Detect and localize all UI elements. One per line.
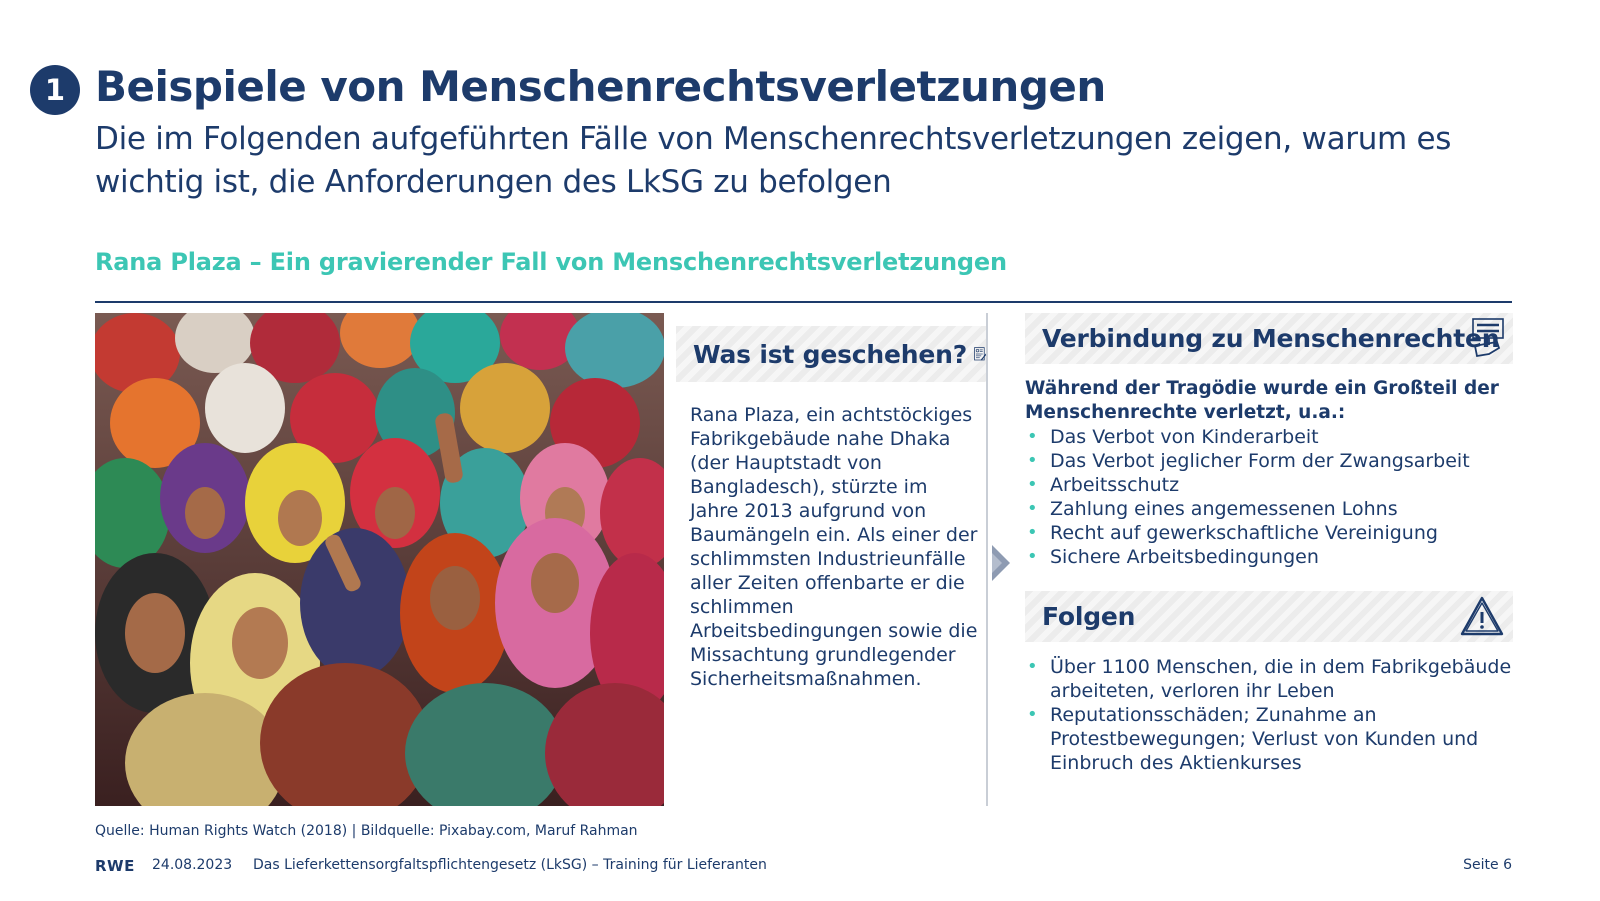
page-number: Seite 6: [1463, 857, 1512, 873]
list-item: • Arbeitsschutz: [1025, 473, 1525, 497]
source-note: Quelle: Human Rights Watch (2018) | Bildquelle: Pixabay.com, Maruf Rahman: [95, 823, 638, 839]
human-rights-list: [1025, 425, 1525, 569]
consequences-list: [1025, 655, 1520, 775]
list-item: • Sichere Arbeitsbedingungen: [1025, 545, 1525, 569]
protest-photo: [95, 313, 664, 806]
chevron-right-icon: [992, 543, 1010, 583]
warning-icon: [1459, 595, 1505, 637]
human-rights-icon: [1469, 318, 1505, 360]
page-subtitle: Die im Folgenden aufgeführten Fälle von Menschenrechtsverletzungen zeigen, warum es wichtig ist, die Anforderungen des LkSG zu befolgen: [95, 121, 1452, 200]
rwe-logo: RWE: [95, 857, 135, 875]
section-number-badge: 1: [30, 65, 80, 115]
consequences-heading: Folgen: [1042, 602, 1136, 631]
what-happened-text: Rana Plaza, ein achtstöckiges Fabrikgebäude nahe Dhaka (der Hauptstadt von Bangladesch), stürzte im Jahre 2013 aufgrund von Baumängeln ein. Als einer der schlimmsten Industrieunfälle aller Zeiten offenbarte er die schlimmen Arbeitsbedingungen sowie die Missachtung grundlegender Sicherheitsmaßnahmen.: [690, 404, 978, 690]
what-happened-heading: Was ist geschehen?: [693, 339, 968, 369]
footer-date: 24.08.2023: [152, 857, 233, 873]
consequences-header: [1025, 591, 1513, 642]
list-item: • Recht auf gewerkschaftliche Vereinigung: [1025, 521, 1525, 545]
list-item: • Reputationsschäden; Zunahme an Protestbewegungen; Verlust von Kunden und Einbruch des Aktienkurses: [1025, 703, 1520, 775]
list-item: • Das Verbot von Kinderarbeit: [1025, 425, 1525, 449]
footer: [95, 857, 1512, 877]
column-divider: [986, 313, 988, 806]
protest-photo-illustration: [95, 313, 664, 806]
list-item: • Das Verbot jeglicher Form der Zwangsarbeit: [1025, 449, 1525, 473]
list-item: • Zahlung eines angemessenen Lohns: [1025, 497, 1525, 521]
section-heading: Rana Plaza – Ein gravierender Fall von Menschenrechtsverletzungen: [95, 248, 1007, 276]
human-rights-intro: Während der Tragödie wurde ein Großteil der Menschenrechte verletzt, u.a.:: [1025, 378, 1499, 423]
page-title: Beispiele von Menschenrechtsverletzungen: [95, 62, 1106, 111]
footer-title: Das Lieferkettensorgfaltspflichtengesetz (LkSG) – Training für Lieferanten: [253, 857, 767, 873]
list-item: • Über 1100 Menschen, die in dem Fabrikgebäude arbeiteten, verloren ihr Leben: [1025, 655, 1520, 703]
section-divider: [95, 301, 1512, 303]
human-rights-header: [1025, 313, 1513, 364]
what-happened-header: [676, 326, 988, 382]
human-rights-heading: Verbindung zu Menschenrechten: [1042, 324, 1500, 353]
